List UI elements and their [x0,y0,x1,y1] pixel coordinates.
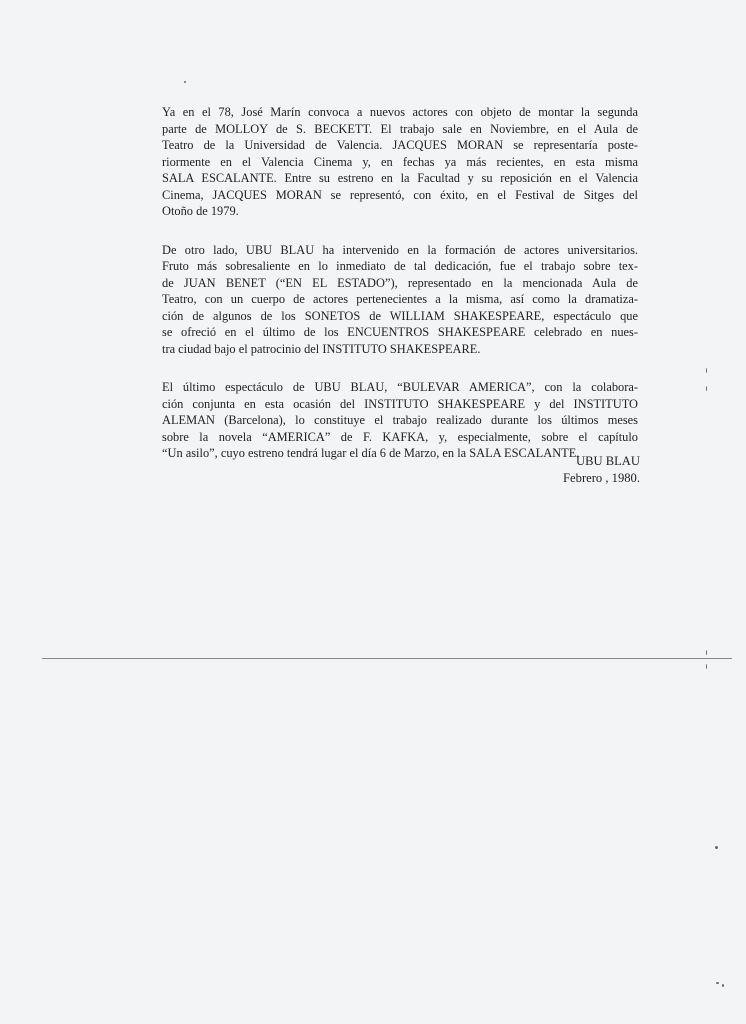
scan-speck [184,81,186,83]
text-line: de JUAN BENET (“EN EL ESTADO”), representado en la mencionada Aula de [162,275,638,290]
scan-speck [716,982,719,984]
signature-block [540,453,640,487]
text-line: parte de MOLLOY de S. BECKETT. El trabajo sale en Noviembre, en el Aula de [162,121,638,136]
text-line: Cinema, JACQUES MORAN se representó, con éxito, en el Festival de Sitges del [162,187,638,202]
text-line: ALEMAN (Barcelona), lo constituye el trabajo realizado durante los últimos meses [162,413,638,427]
signature-name: UBU BLAU [575,454,640,468]
text-line: SALA ESCALANTE. Entre su estreno en la Facultad y su reposición en el Valencia [162,171,638,185]
text-line: Ya en el 78, José Marín convoca a nuevos actores con objeto de montar la segunda [162,105,638,119]
text-line: Teatro de la Universidad de Valencia. JACQUES MORAN se representaría poste- [162,138,638,152]
body-text [162,104,638,484]
text-line: ción conjunta en esta ocasión del INSTITUTO SHAKESPEARE y del INSTITUTO [162,396,638,411]
text-line: De otro lado, UBU BLAU ha intervenido en la formación de actores universitarios. [162,242,638,257]
scan-speck [706,650,707,655]
text-line: riormente en el Valencia Cinema y, en fechas ya más recientes, en esta misma [162,154,638,169]
signature-date: Febrero , 1980. [563,471,640,485]
paragraph-2 [162,242,638,358]
paragraph-1 [162,104,638,220]
scan-speck [706,368,707,373]
scan-speck [722,984,724,987]
text-line: El último espectáculo de UBU BLAU, “BULEVAR AMERICA”, con la colabora- [162,380,638,394]
text-line: sobre la novela “AMERICA” de F. KAFKA, y, especialmente, sobre el capítulo [162,429,638,444]
text-line: tra ciudad bajo el patrocinio del INSTITUTO SHAKESPEARE. [162,341,481,356]
scan-speck [715,846,718,849]
text-line: “Un asilo”, cuyo estreno tendrá lugar el día 6 de Marzo, en la SALA ESCALANTE. [162,446,580,460]
paragraph-3 [162,379,638,462]
text-line: Teatro, con un cuerpo de actores pertenecientes a la misma, así como la dramatiza- [162,292,638,306]
horizontal-rule [42,658,732,659]
text-line: Otoño de 1979. [162,204,239,218]
text-line: se ofreció en el último de los ENCUENTROS SHAKESPEARE celebrado en nues- [162,325,638,339]
text-line: ción de algunos de los SONETOS de WILLIAM SHAKESPEARE, espectáculo que [162,308,638,323]
text-line: Fruto más sobresaliente en lo inmediato de tal dedicación, fue el trabajo sobre tex- [162,259,638,273]
scan-speck [706,664,707,669]
scan-speck [706,386,707,391]
